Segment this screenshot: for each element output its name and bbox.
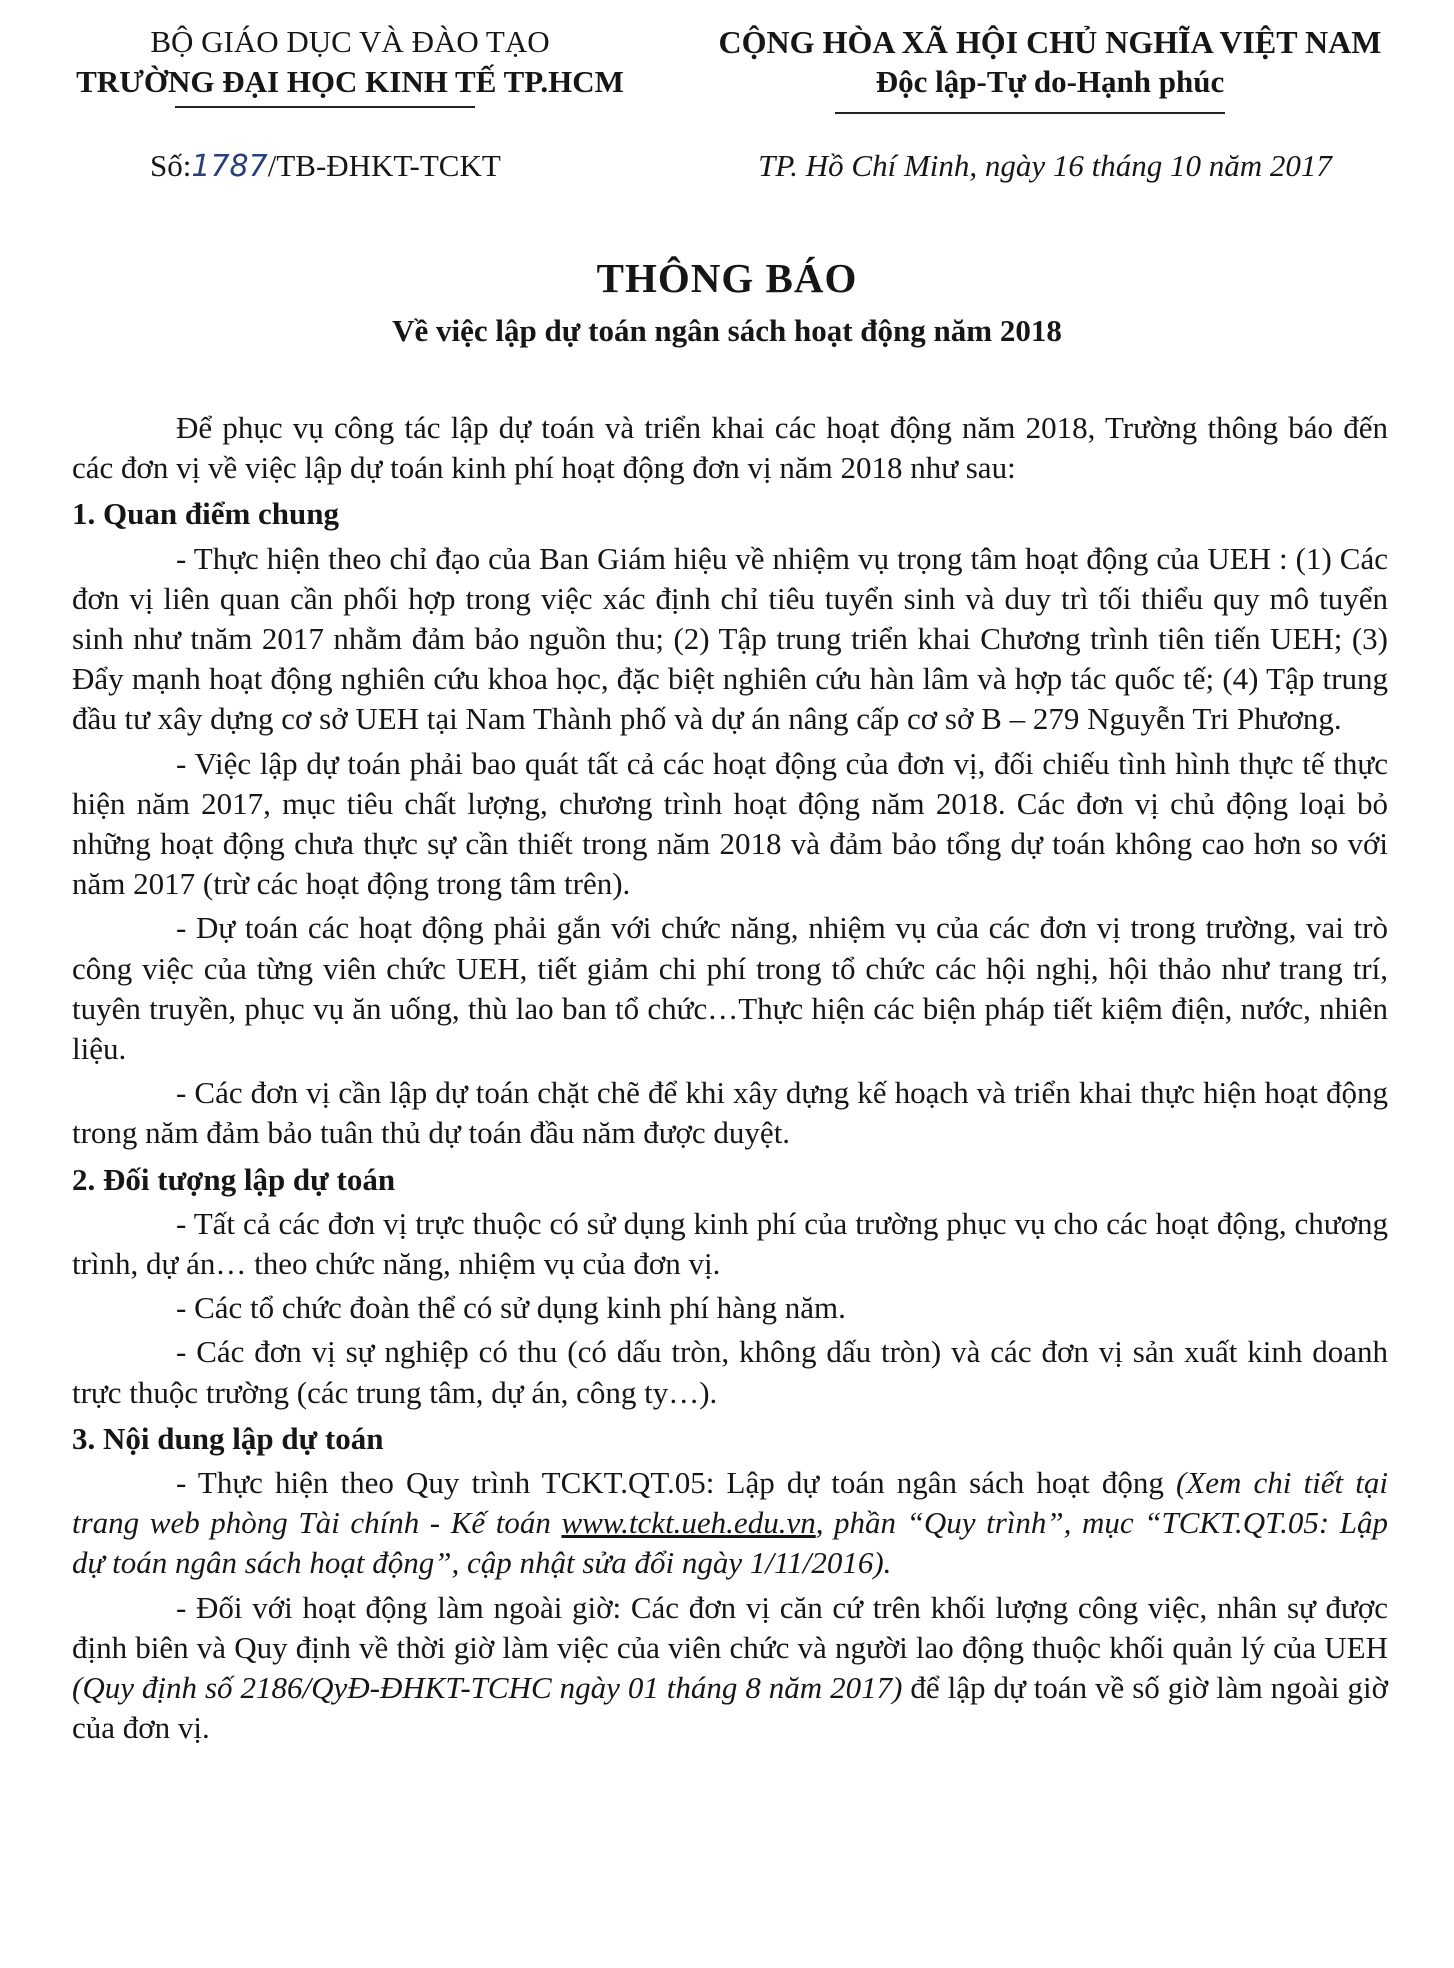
section-2-paragraph-2: - Các tổ chức đoàn thể có sử dụng kinh phí hàng năm.: [176, 1290, 846, 1326]
s3-p1-italic: (Xem chi tiết tại trang web phòng Tài chính - Kế toán: [72, 1465, 1388, 1541]
section-1-paragraph-1: - Thực hiện theo chỉ đạo của Ban Giám hiệu về nhiệm vụ trọng tâm hoạt động của UEH : (1) Các đơn vị liên quan cần phối hợp trong việc xác định chỉ tiêu tuyển sinh và duy trì tối thiểu quy mô tuyển sinh như tnăm 2017 nhằm đảm bảo nguồn thu; (2) Tập trung triển khai Chương trình tiên tiến UEH; (3) Đẩy mạnh hoạt động nghiên cứu khoa học, đặc biệt nghiên cứu hàn lâm và hợp tác quốc tế; (4) Tập trung đầu tư xây dựng cơ sở UEH tại Nam Thành phố và dự án nâng cấp cơ sở B – 279 Nguyễn Tri Phương.: [72, 540, 1388, 737]
national-motto: Độc lập-Tự do-Hạnh phúc: [875, 64, 1225, 99]
s3-p1-text: - Thực hiện theo Quy trình TCKT.QT.05: Lập dự toán ngân sách hoạt động: [176, 1465, 1177, 1501]
s3-p2-end: để lập dự toán về số giờ làm ngoài giờ của đơn vị.: [72, 1670, 1388, 1746]
reference-number: [150, 146, 501, 187]
s3-p1-italic-end: , phần “Quy trình”, mục “TCKT.QT.05: Lập dự toán ngân sách hoạt động”, cập nhật sửa đổi ngày 1/11/2016).: [72, 1505, 1388, 1581]
section-3-paragraph-1: [72, 1463, 1388, 1584]
ref-prefix: Số:: [150, 148, 192, 183]
section-2-heading: 2. Đối tượng lập dự toán: [72, 1161, 396, 1197]
motto-underline: [835, 112, 1225, 114]
ref-handwritten-number: 1787: [191, 149, 268, 184]
section-1-paragraph-2: - Việc lập dự toán phải bao quát tất cả các hoạt động của đơn vị, đối chiếu tình hình thực tế thực hiện năm 2017, mục tiêu chất lượng, chương trình hoạt động năm 2018. Các đơn vị chủ động loại bỏ những hoạt động chưa thực sự cần thiết trong năm 2018 và đảm bảo tổng dự toán không cao hơn so với năm 2017 (trừ các hoạt động trong tâm trên).: [72, 745, 1388, 902]
ref-suffix: /TB-ĐHKT-TCKT: [267, 148, 501, 183]
ministry-name: BỘ GIÁO DỤC VÀ ĐÀO TẠO: [150, 24, 550, 59]
place-and-date: TP. Hồ Chí Minh, ngày 16 tháng 10 năm 2017: [758, 148, 1332, 183]
section-1-paragraph-4: - Các đơn vị cần lập dự toán chặt chẽ để khi xây dựng kế hoạch và triển khai thực hiện hoạt động trong năm đảm bảo tuân thủ dự toán đầu năm được duyệt.: [72, 1075, 1388, 1151]
country-name: CỘNG HÒA XÃ HỘI CHỦ NGHĨA VIỆT NAM: [718, 24, 1382, 60]
section-2-paragraph-3: - Các đơn vị sự nghiệp có thu (có dấu tròn, không dấu tròn) và các đơn vị sản xuất kinh doanh trực thuộc trường (các trung tâm, dự án, công ty…).: [72, 1334, 1388, 1410]
document-body: [72, 408, 1388, 1749]
s3-p2-text: - Đối với hoạt động làm ngoài giờ: Các đơn vị căn cứ trên khối lượng công việc, nhân sự được định biên và Quy định về thời giờ làm việc của viên chức và người lao động thuộc khối quản lý của UEH: [72, 1589, 1388, 1665]
national-block: [680, 22, 1420, 102]
university-name: TRƯỜNG ĐẠI HỌC KINH TẾ TP.HCM: [76, 64, 624, 99]
s3-p2-italic: (Quy định số 2186/QyĐ-ĐHKT-TCHC ngày 01 tháng 8 năm 2017): [72, 1670, 903, 1706]
section-3-heading: 3. Nội dung lập dự toán: [72, 1420, 384, 1456]
section-2-paragraph-1: - Tất cả các đơn vị trực thuộc có sử dụng kinh phí của trường phục vụ cho các hoạt động, chương trình, dự án… theo chức năng, nhiệm vụ của đơn vị.: [72, 1205, 1388, 1282]
document-subtitle: Về việc lập dự toán ngân sách hoạt động năm 2018: [392, 313, 1062, 348]
section-1-heading: 1. Quan điểm chung: [72, 496, 340, 532]
section-3-paragraph-2: [72, 1588, 1388, 1749]
document-title: THÔNG BÁO: [596, 255, 858, 301]
issuer-block: [40, 22, 660, 102]
website-link[interactable]: www.tckt.ueh.edu.vn: [561, 1505, 816, 1541]
section-1-paragraph-3: - Dự toán các hoạt động phải gắn với chức năng, nhiệm vụ của các đơn vị trong trường, vai trò công việc của từng viên chức UEH, tiết giảm chi phí trong tổ chức các hội nghị, hội thảo như trang trí, tuyên truyền, phục vụ ăn uống, thù lao ban tổ chức…Thực hiện các biện pháp tiết kiệm điện, nước, nhiên liệu.: [72, 910, 1388, 1067]
issuer-underline: [175, 106, 475, 108]
intro-paragraph: Để phục vụ công tác lập dự toán và triển khai các hoạt động năm 2018, Trường thông báo đến các đơn vị về việc lập dự toán kinh phí hoạt động đơn vị năm 2018 như sau:: [72, 410, 1388, 486]
